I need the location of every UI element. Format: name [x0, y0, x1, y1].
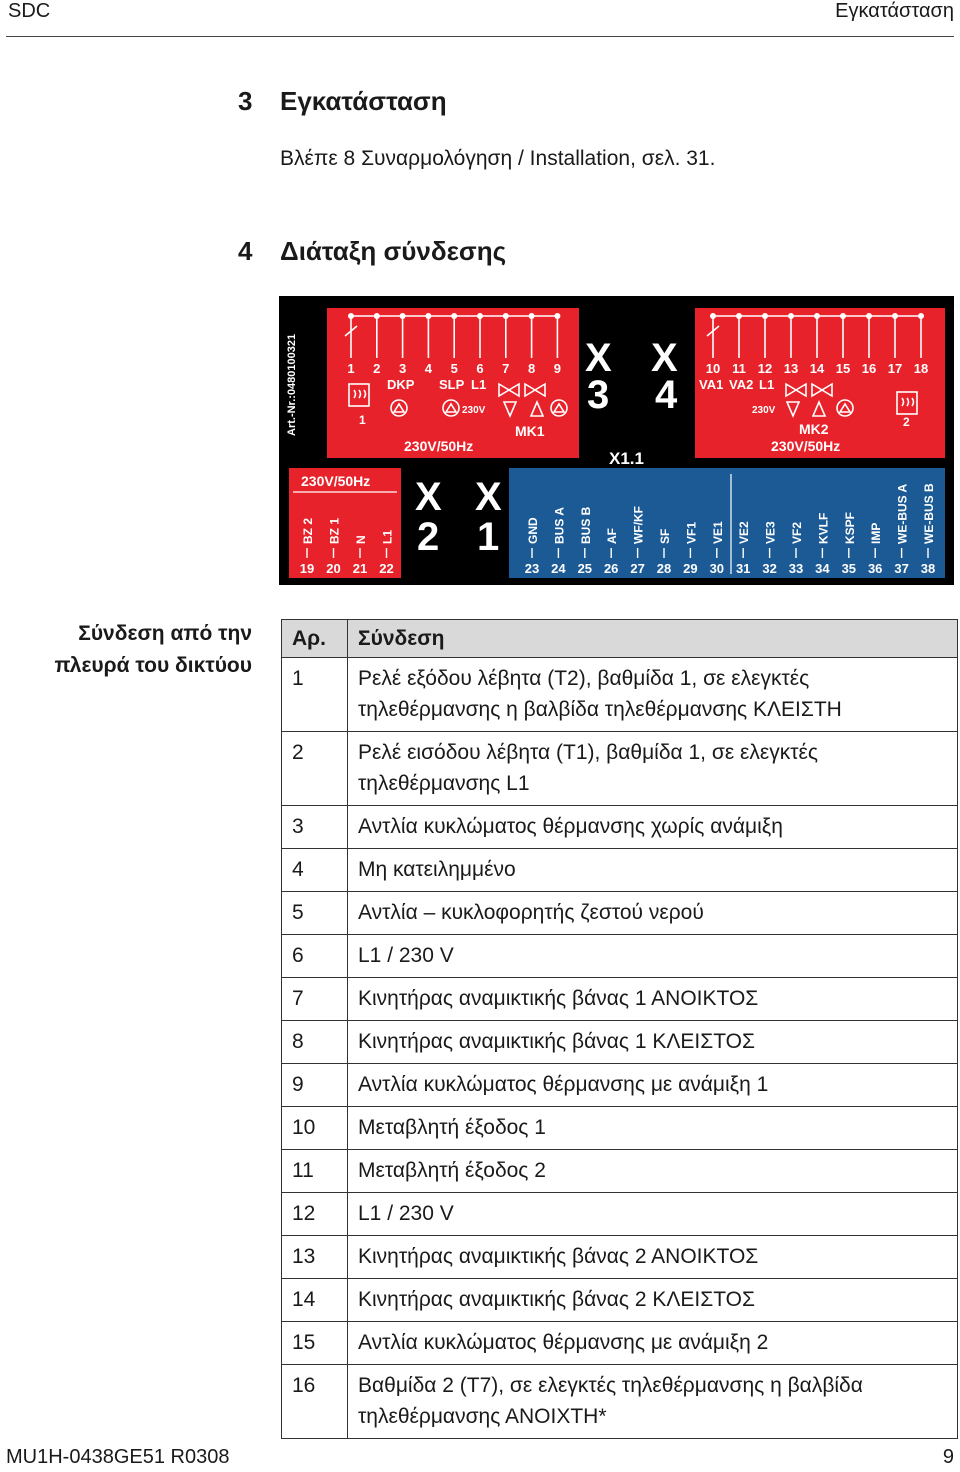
mk2-voltage: 230V/50Hz [771, 438, 841, 454]
row-connection: Ρελέ εισόδου λέβητα (T1), βαθμίδα 1, σε ελεγκτές τηλεθέρμανσης L1 [348, 732, 958, 806]
mk2-terminal-18: 18 [913, 361, 929, 376]
side-label-line-1: Σύνδεση από την [78, 622, 252, 645]
power-label: BZ 1 [327, 517, 342, 544]
mk2-label-l1: L1 [759, 377, 775, 392]
row-connection: L1 / 230 V [348, 1193, 958, 1236]
mk1-terminal-4: 4 [424, 361, 433, 376]
label-x1: X [475, 475, 502, 519]
table-row [282, 806, 958, 849]
bus-label: KSPF [842, 511, 857, 544]
bus-label: AF [605, 528, 620, 544]
table-row [282, 1322, 958, 1365]
mk2-230v: 230V [752, 405, 776, 416]
table-row [282, 1365, 958, 1439]
row-number: 14 [282, 1279, 348, 1322]
row-number: 1 [282, 658, 348, 732]
row-number: 7 [282, 978, 348, 1021]
article-number: Art.-Nr.:0480100321 [286, 333, 298, 436]
label-x3: X [585, 336, 612, 380]
mk1-label-dkp: DKP [387, 377, 415, 392]
footer-page-number: 9 [942, 1446, 954, 1468]
power-label: N [354, 535, 368, 544]
row-connection: Βαθμίδα 2 (T7), σε ελεγκτές τηλεθέρμανσης η βαλβίδα τηλεθέρμανσης ΑΝΟΙΧΤΗ* [348, 1365, 958, 1439]
section-3-heading [238, 86, 447, 117]
header-rule [6, 36, 954, 37]
power-terminal-22: 22 [379, 561, 394, 576]
mk1-voltage: 230V/50Hz [404, 438, 474, 454]
bus-terminal-31: 31 [735, 561, 751, 576]
bus-terminal-30: 30 [709, 561, 725, 576]
bus-label: KVLF [816, 512, 831, 544]
mk1-label-slp: SLP [439, 377, 465, 392]
bus-label: WF/KF [631, 506, 646, 544]
table-row [282, 658, 958, 732]
power-label: BZ 2 [301, 517, 315, 544]
bus-label: BUS B [578, 506, 593, 544]
table-row [282, 849, 958, 892]
row-connection: Κινητήρας αναμικτικής βάνας 1 ΚΛΕΙΣΤΟΣ [348, 1021, 958, 1064]
side-label [20, 618, 252, 682]
power-label: L1 [380, 529, 395, 544]
bus-terminal-35: 35 [841, 561, 857, 576]
row-connection: Ρελέ εξόδου λέβητα (T2), βαθμίδα 1, σε ελεγκτές τηλεθέρμανσης η βαλβίδα τηλεθέρμανσης ΚΛΕΙΣΤΗ [348, 658, 958, 732]
mk1-terminal-2: 2 [373, 361, 381, 376]
bus-terminal-28: 28 [656, 561, 672, 576]
label-4: 4 [655, 373, 678, 417]
bus-label: VE2 [737, 521, 752, 544]
bus-label: VF2 [790, 521, 804, 544]
row-connection: Μη κατειλημμένο [348, 849, 958, 892]
table-header-row [282, 620, 958, 658]
mk1-terminal-3: 3 [398, 361, 407, 376]
row-connection: Κινητήρας αναμικτικής βάνας 1 ΑΝΟΙΚΤΟΣ [348, 978, 958, 1021]
mk2-terminal-15: 15 [835, 361, 851, 376]
mk2-terminal-13: 13 [783, 361, 799, 376]
connection-diagram [279, 296, 954, 585]
row-number: 3 [282, 806, 348, 849]
mk2-name: MK2 [799, 421, 829, 437]
row-connection: Αντλία κυκλώματος θέρμανσης με ανάμιξη 2 [348, 1322, 958, 1365]
row-number: 11 [282, 1150, 348, 1193]
label-2: 2 [417, 515, 440, 559]
mk1-stage-1: 1 [359, 413, 366, 427]
row-number: 13 [282, 1236, 348, 1279]
row-connection: L1 / 230 V [348, 935, 958, 978]
power-terminal-19: 19 [299, 561, 315, 576]
mk2-terminal-10: 10 [705, 361, 721, 376]
row-number: 12 [282, 1193, 348, 1236]
bus-terminal-32: 32 [762, 561, 777, 576]
label-3: 3 [587, 373, 610, 417]
table-row [282, 1150, 958, 1193]
row-number: 6 [282, 935, 348, 978]
bus-terminal-36: 36 [867, 561, 883, 576]
mk2-label-va2: VA2 [729, 377, 754, 392]
bus-label: BUS A [552, 507, 567, 544]
power-voltage: 230V/50Hz [301, 473, 371, 489]
bus-terminal-25: 25 [577, 561, 593, 576]
bus-label: WE-BUS B [922, 483, 936, 544]
row-number: 16 [282, 1365, 348, 1439]
header-right: Εγκατάσταση [835, 0, 954, 22]
row-number: 4 [282, 849, 348, 892]
bus-label: WE-BUS A [895, 483, 910, 544]
table-row [282, 1279, 958, 1322]
row-connection: Αντλία κυκλώματος θέρμανσης χωρίς ανάμιξη [348, 806, 958, 849]
mk1-230v: 230V [462, 405, 486, 416]
header-left: SDC [8, 0, 51, 22]
mk1-terminal-5: 5 [450, 361, 458, 376]
bus-terminal-29: 29 [683, 561, 698, 576]
mk2-terminal-16: 16 [861, 361, 877, 376]
table-row [282, 1193, 958, 1236]
mk1-name: MK1 [515, 423, 545, 439]
bus-label: VF1 [684, 521, 699, 544]
row-number: 9 [282, 1064, 348, 1107]
mk2-terminal-11: 11 [732, 361, 746, 376]
bus-terminal-26: 26 [603, 561, 619, 576]
section-4-number: 4 [238, 236, 253, 266]
connection-table [281, 619, 958, 1439]
label-x4: X [651, 336, 678, 380]
bus-label: IMP [869, 522, 884, 544]
row-connection: Κινητήρας αναμικτικής βάνας 2 ΚΛΕΙΣΤΟΣ [348, 1279, 958, 1322]
footer-document-id: MU1H-0438GE51 R0308 [6, 1446, 230, 1468]
section-3-reference: Βλέπε 8 Συναρμολόγηση / Installation, σελ. 31. [280, 147, 716, 170]
bus-label: SF [658, 528, 672, 544]
side-label-line-2: πλευρά του δικτύου [54, 654, 252, 677]
table-row [282, 892, 958, 935]
section-4-title: Διάταξη σύνδεσης [280, 236, 507, 266]
bus-terminal-37: 37 [894, 561, 909, 576]
row-connection: Μεταβλητή έξοδος 2 [348, 1150, 958, 1193]
label-1: 1 [477, 515, 500, 559]
bus-label: VE1 [710, 521, 725, 544]
table-row [282, 935, 958, 978]
mk1-terminal-6: 6 [476, 361, 484, 376]
mk1-terminal-7: 7 [502, 361, 510, 376]
mk2-stage-2: 2 [903, 415, 910, 429]
section-4-heading [238, 236, 506, 267]
label-x11: X1.1 [609, 449, 644, 468]
label-x2: X [415, 475, 442, 519]
bus-terminal-27: 27 [630, 561, 645, 576]
table-row [282, 1107, 958, 1150]
mk1-terminal-8: 8 [527, 361, 536, 376]
table-row [282, 732, 958, 806]
bus-terminal-23: 23 [524, 561, 540, 576]
row-connection: Αντλία – κυκλοφορητής ζεστού νερού [348, 892, 958, 935]
mk1-terminal-9: 9 [553, 361, 562, 376]
bus-terminal-34: 34 [815, 561, 830, 576]
section-3-number: 3 [238, 86, 253, 116]
table-row [282, 978, 958, 1021]
bus-terminal-38: 38 [920, 561, 936, 576]
table-row [282, 1021, 958, 1064]
power-terminal-20: 20 [326, 561, 341, 576]
mk1-terminal-1: 1 [347, 361, 355, 376]
table-header-number: Αρ. [282, 620, 348, 658]
mk1-label-l1: L1 [471, 377, 487, 392]
bus-label: VE3 [763, 521, 778, 544]
power-terminal-21: 21 [352, 561, 368, 576]
section-3-title: Εγκατάσταση [280, 86, 447, 116]
mk2-label-va1: VA1 [699, 377, 724, 392]
row-connection: Αντλία κυκλώματος θέρμανσης με ανάμιξη 1 [348, 1064, 958, 1107]
mk2-terminal-14: 14 [809, 361, 825, 376]
row-connection: Κινητήρας αναμικτικής βάνας 2 ΑΝΟΙΚΤΟΣ [348, 1236, 958, 1279]
row-number: 2 [282, 732, 348, 806]
bus-terminal-33: 33 [788, 561, 804, 576]
bus-terminal-24: 24 [551, 561, 566, 576]
table-row [282, 1236, 958, 1279]
mk2-terminal-12: 12 [757, 361, 773, 376]
mk2-terminal-17: 17 [887, 361, 903, 376]
bus-label: GND [526, 517, 540, 544]
table-row [282, 1064, 958, 1107]
row-number: 15 [282, 1322, 348, 1365]
row-connection: Μεταβλητή έξοδος 1 [348, 1107, 958, 1150]
row-number: 10 [282, 1107, 348, 1150]
row-number: 5 [282, 892, 348, 935]
table-header-connection: Σύνδεση [348, 620, 958, 658]
row-number: 8 [282, 1021, 348, 1064]
